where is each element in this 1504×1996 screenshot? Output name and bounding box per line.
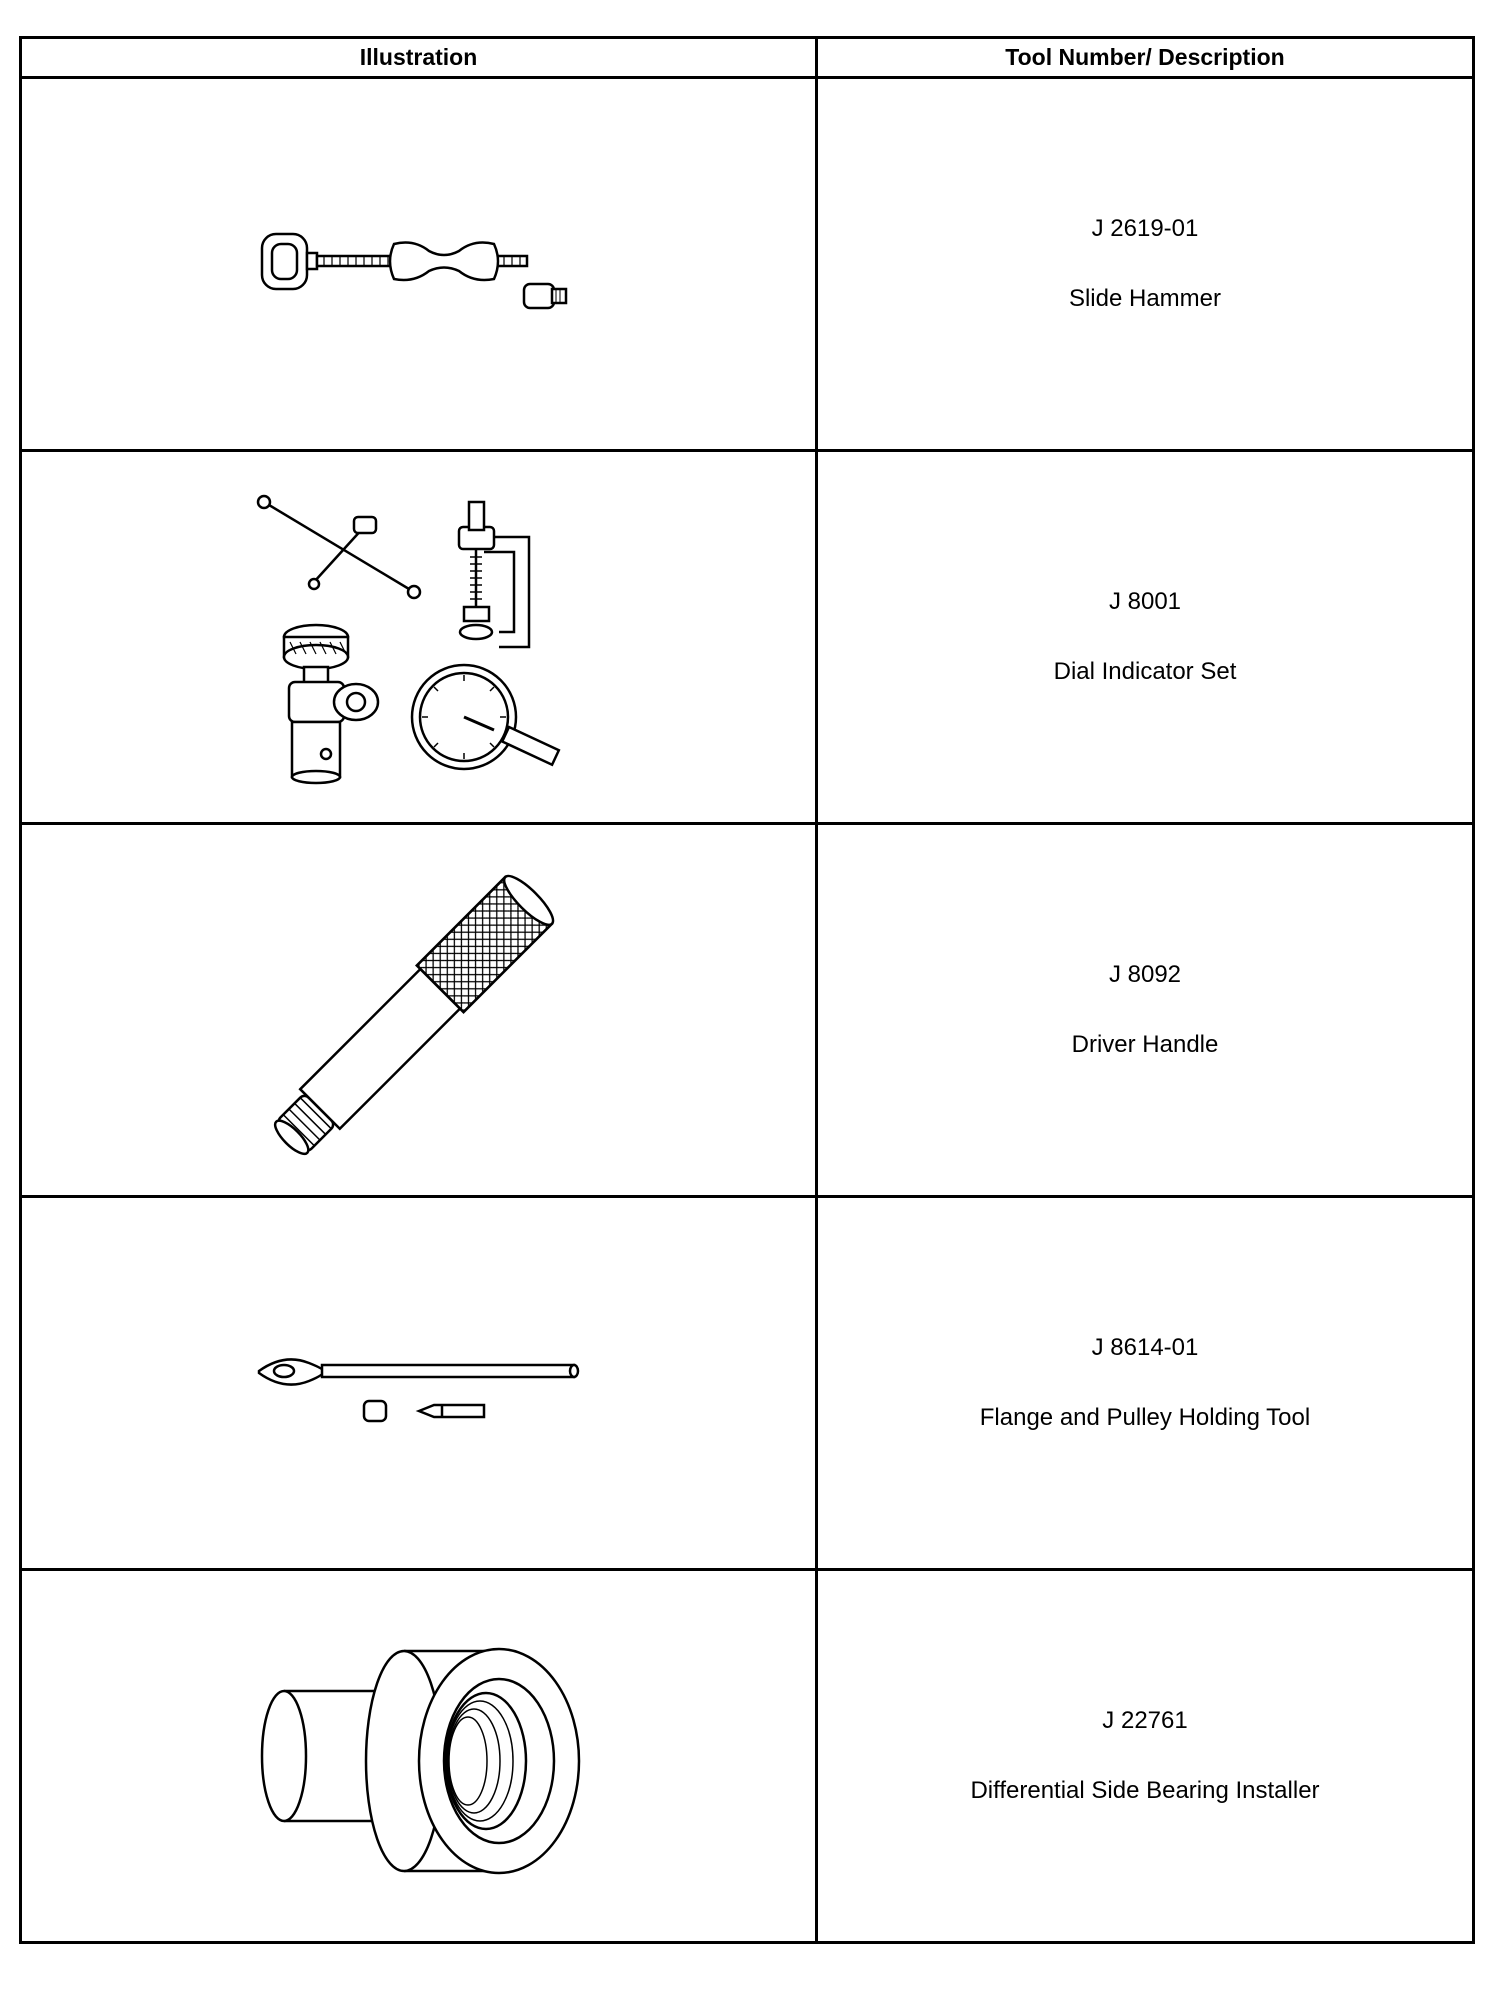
driver-handle-icon xyxy=(254,855,584,1165)
illustration-cell xyxy=(21,78,817,451)
tool-description: Slide Hammer xyxy=(1068,285,1222,312)
tool-description: Flange and Pulley Holding Tool xyxy=(979,1404,1311,1431)
differential-side-bearing-installer-icon xyxy=(254,1621,584,1891)
tool-number: J 22761 xyxy=(1102,1707,1188,1734)
table-header-row xyxy=(21,38,1474,78)
flange-pulley-holding-tool-icon xyxy=(254,1333,584,1433)
table-row xyxy=(21,78,1474,451)
tool-number: J 2619-01 xyxy=(1091,215,1199,242)
tool-description: Differential Side Bearing Installer xyxy=(970,1777,1320,1804)
illustration-cell xyxy=(21,824,817,1197)
tools-table xyxy=(19,36,1475,1944)
table-row xyxy=(21,1197,1474,1570)
tool-description-cell xyxy=(817,451,1474,824)
table-row xyxy=(21,451,1474,824)
illustration-cell xyxy=(21,451,817,824)
tool-description: Dial Indicator Set xyxy=(1053,658,1237,685)
slide-hammer-icon xyxy=(254,209,584,319)
tool-description-cell xyxy=(817,1570,1474,1943)
header-illustration: Illustration xyxy=(21,38,817,78)
dial-indicator-set-icon xyxy=(254,482,584,792)
tool-number: J 8614-01 xyxy=(1091,1334,1199,1361)
tool-number: J 8092 xyxy=(1108,961,1182,988)
tool-number: J 8001 xyxy=(1108,588,1182,615)
table-row xyxy=(21,824,1474,1197)
illustration-cell xyxy=(21,1197,817,1570)
tool-description: Driver Handle xyxy=(1071,1031,1219,1058)
tool-description-cell xyxy=(817,78,1474,451)
tool-description-cell xyxy=(817,824,1474,1197)
illustration-cell xyxy=(21,1570,817,1943)
table-row xyxy=(21,1570,1474,1943)
tool-description-cell xyxy=(817,1197,1474,1570)
header-tool-number-description: Tool Number/ Description xyxy=(817,38,1474,78)
